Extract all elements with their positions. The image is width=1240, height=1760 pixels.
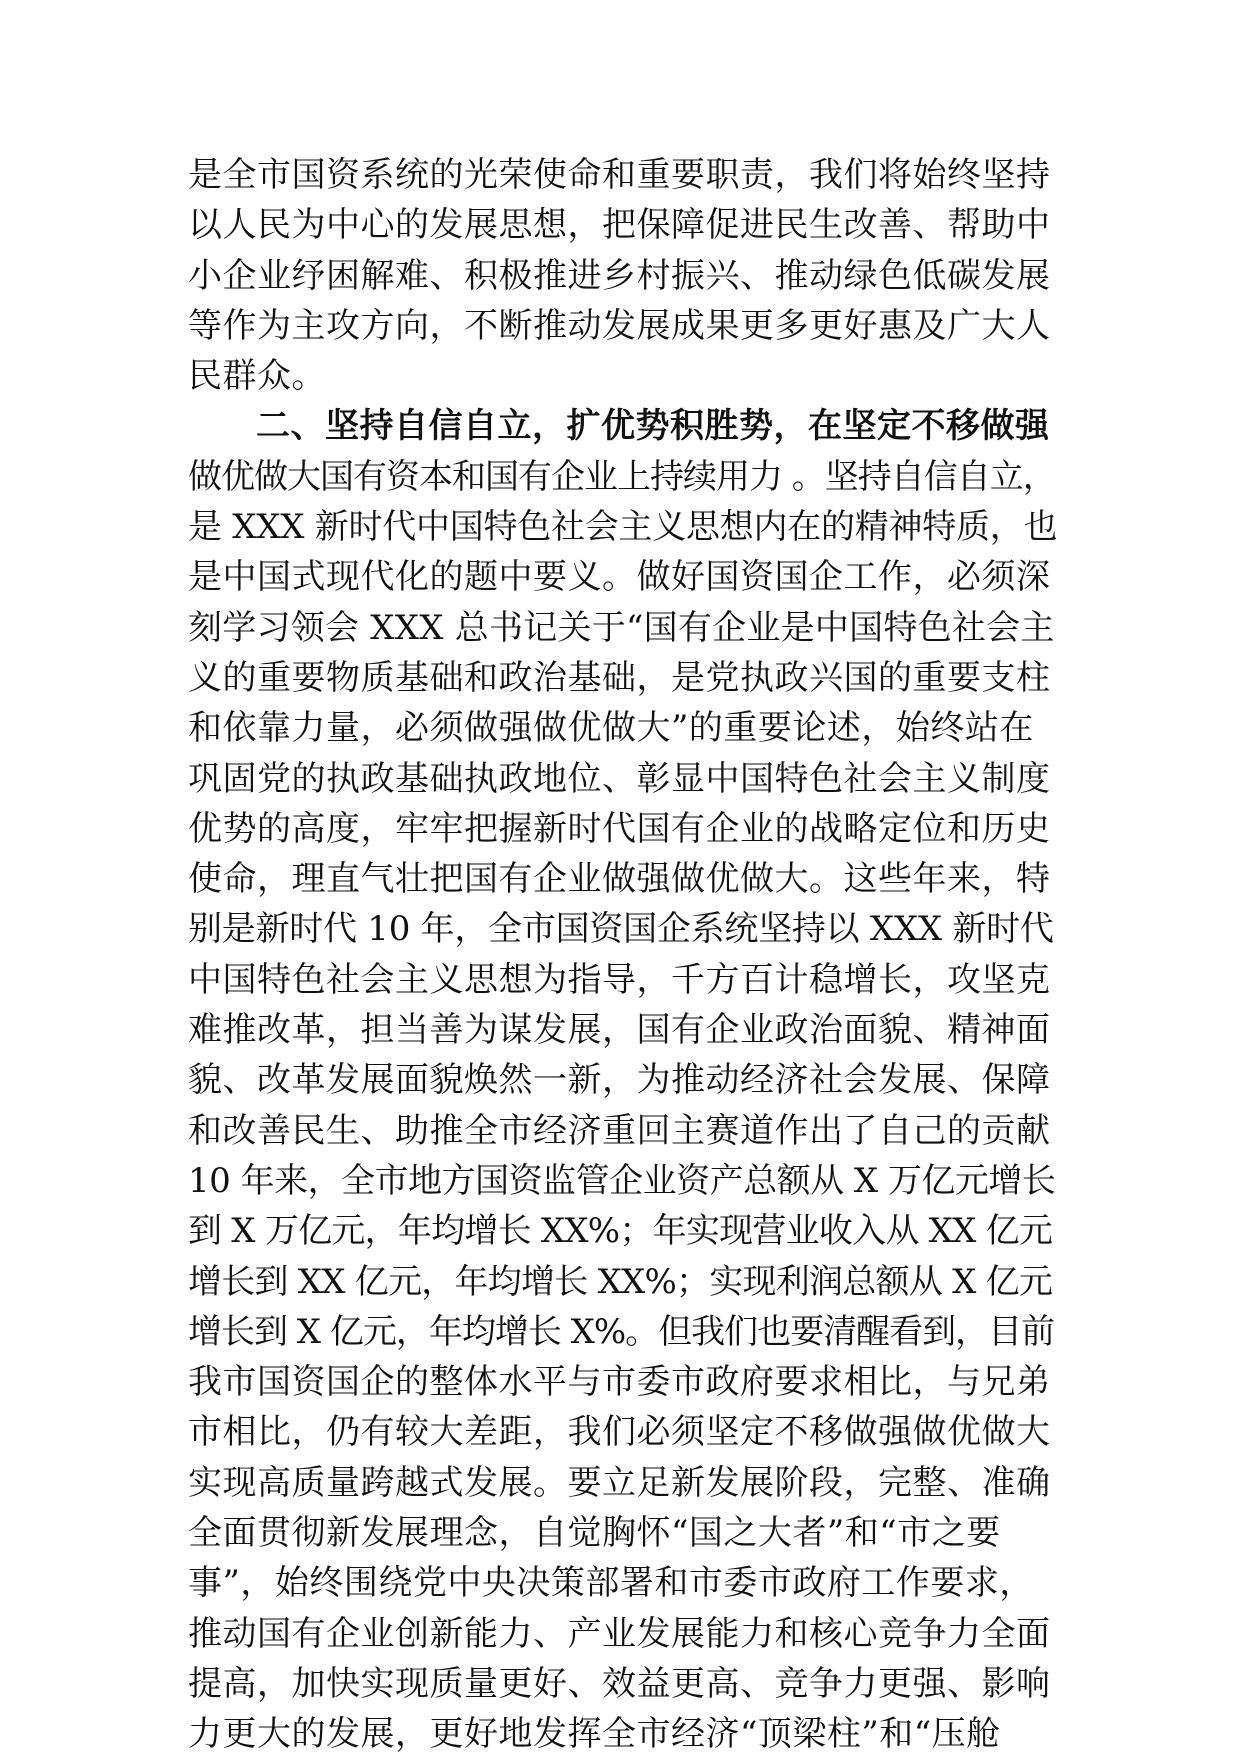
text-line: 增长到 X 亿元，年均增长 X%。但我们也要清醒看到，目前 (188, 1311, 1055, 1352)
text-line: 中国特色社会主义思想为指导，千方百计稳增长，攻坚克 (188, 959, 1051, 1000)
text-line: 事”，始终围绕党中央决策部署和市委市政府工作要求， (188, 1563, 1034, 1604)
text-line: 小企业纾困解难、积极推进乡村振兴、推动绿色低碳发展 (188, 255, 1051, 296)
text-line: 增长到 XX 亿元，年均增长 XX%；实现利润总额从 X 亿元 (188, 1261, 1053, 1302)
text-line: 10 年来，全市地方国资监管企业资产总额从 X 万亿元增长 (188, 1160, 1056, 1201)
text-line: 力更大的发展，更好地发挥全市经济“顶梁柱”和“压舱 (188, 1714, 1001, 1755)
text-line: 实现高质量跨越式发展。要立足新发展阶段，完整、准确 (188, 1462, 1051, 1503)
text-line: 貌、改革发展面貌焕然一新，为推动经济社会发展、保障 (188, 1060, 1051, 1101)
text-line: 优势的高度，牢牢把握新时代国有企业的战略定位和历史 (188, 808, 1051, 849)
text-line: 等作为主攻方向，不断推动发展成果更多更好惠及广大人 (188, 305, 1051, 346)
text-line: 难推改革，担当善为谋发展，国有企业政治面貌、精神面 (188, 1010, 1051, 1051)
text-line: 我市国资国企的整体水平与市委市政府要求相比，与兄弟 (188, 1362, 1051, 1403)
text-line: 义的重要物质基础和政治基础，是党执政兴国的重要支柱 (188, 657, 1051, 698)
text-line: 和依靠力量，必须做强做优做大”的重要论述，始终站在 (188, 708, 1034, 749)
text-line: 巩固党的执政基础执政地位、彰显中国特色社会主义制度 (188, 758, 1051, 799)
text-line: 刻学习领会 XXX 总书记关于“国有企业是中国特色社会主 (188, 607, 1055, 648)
paragraph-heading-line: 二、坚持自信自立，扩优势积胜势，在坚定不移做强 (256, 406, 1050, 447)
document-page (188, 150, 1058, 1760)
text-line: 是 XXX 新时代中国特色社会主义思想内在的精神特质，也 (188, 507, 1058, 548)
text-line: 是全市国资系统的光荣使命和重要职责，我们将始终坚持 (188, 155, 1051, 195)
text-line: 以人民为中心的发展思想，把保障促进民生改善、帮助中 (188, 205, 1051, 246)
text-line: 使命，理直气壮把国有企业做强做优做大。这些年来，特 (188, 859, 1051, 900)
text-line: 别是新时代 10 年，全市国资国企系统坚持以 XXX 新时代 (188, 909, 1054, 950)
text-line: 做优做大国有资本和国有企业上持续用力 。坚持自信自立， (188, 456, 1056, 497)
text-line: 和改善民生、助推全市经济重回主赛道作出了自己的贡献 (188, 1110, 1051, 1151)
text-line: 提高，加快实现质量更好、效益更高、竞争力更强、影响 (188, 1663, 1051, 1704)
text-line: 市相比，仍有较大差距，我们必须坚定不移做强做优做大 (188, 1412, 1051, 1453)
text-line: 到 X 万亿元，年均增长 XX%；年实现营业收入从 XX 亿元 (188, 1211, 1053, 1252)
text-line: 全面贯彻新发展理念，自觉胸怀“国之大者”和“市之要 (188, 1513, 1001, 1554)
text-line: 是中国式现代化的题中要义。做好国资国企工作，必须深 (188, 557, 1051, 598)
text-line: 推动国有企业创新能力、产业发展能力和核心竞争力全面 (188, 1613, 1051, 1654)
text-line: 民群众。 (188, 356, 326, 397)
